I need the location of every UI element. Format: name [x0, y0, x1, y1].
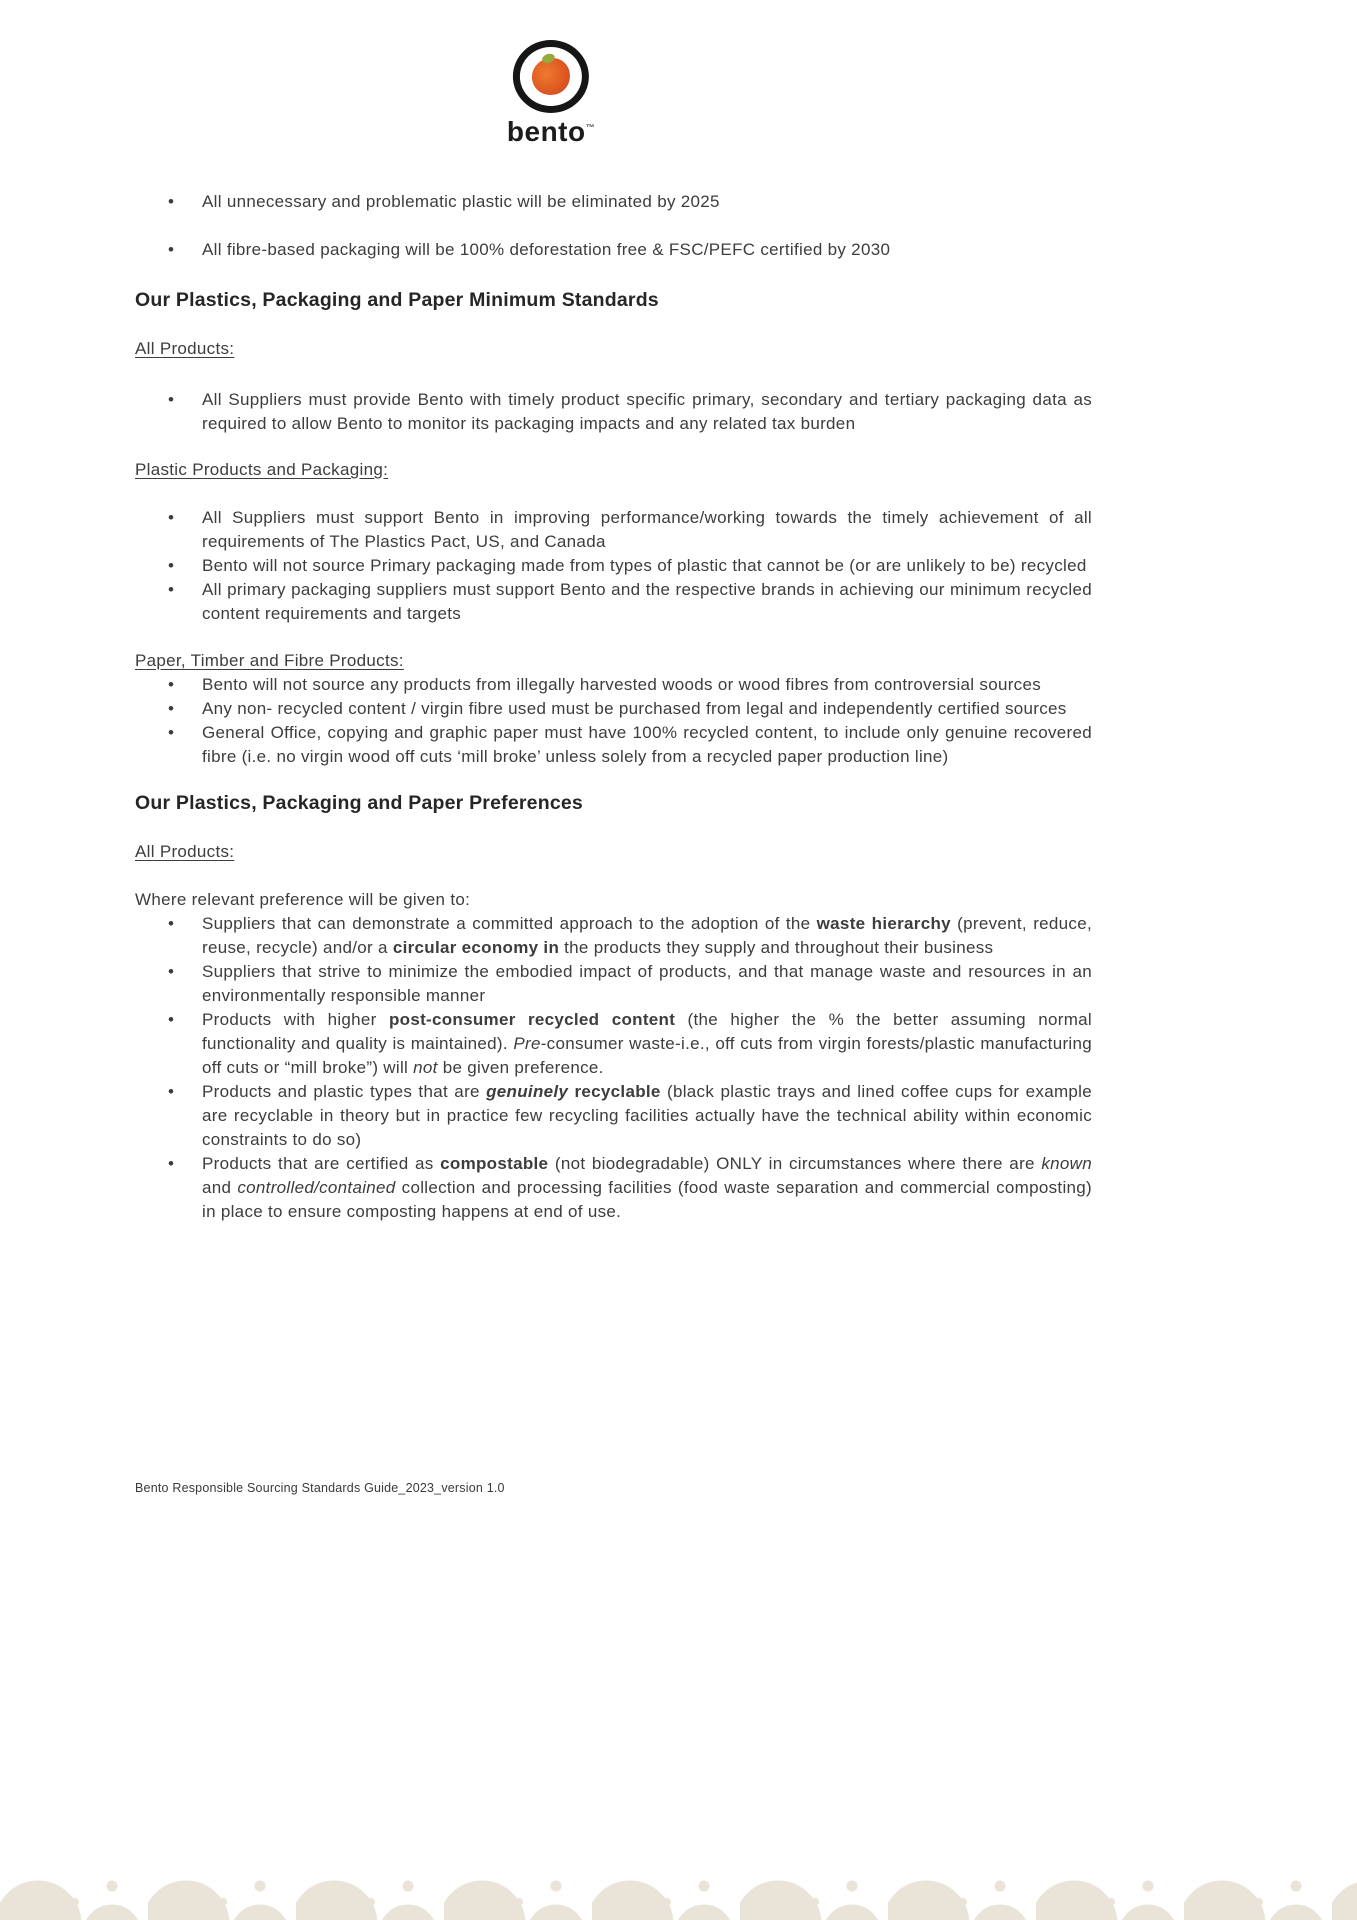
subheading-paper-timber-fibre: Paper, Timber and Fibre Products:	[135, 651, 404, 670]
bento-logo-icon	[513, 40, 589, 113]
bullet-item: • All unnecessary and problematic plastic will be eliminated by 2025	[168, 190, 1092, 214]
subheading-all-products: All Products:	[135, 339, 235, 358]
bullet-item: • All Suppliers must provide Bento with timely product specific primary, secondary and tertiary packaging data as required to allow Bento to monitor its packaging impacts and any related tax burden	[168, 388, 1092, 436]
bullet-item: • Suppliers that can demonstrate a committed approach to the adoption of the waste hierarchy (prevent, reduce, reuse, recycle) and/or a circular economy in the products they supply and throughout their business	[168, 912, 1092, 960]
bullet-item: • All Suppliers must support Bento in improving performance/working towards the timely achievement of all requirements of The Plastics Pact, US, and Canada	[168, 506, 1092, 554]
heading-minimum-standards: Our Plastics, Packaging and Paper Minimum Standards	[135, 289, 659, 311]
heading-preferences: Our Plastics, Packaging and Paper Preferences	[135, 792, 583, 814]
document-footer: Bento Responsible Sourcing Standards Guide_2023_version 1.0	[135, 1481, 505, 1495]
trademark-symbol: ™	[585, 122, 596, 133]
bento-wordmark-text: bento	[506, 116, 586, 147]
paper-bullet-list	[135, 673, 1092, 769]
bento-logo-blob	[532, 58, 570, 95]
bento-logo	[507, 40, 595, 148]
decorative-scallop-border	[0, 1842, 1357, 1920]
intro-bullet-list	[135, 190, 1092, 262]
bullet-item: • Products and plastic types that are genuinely recyclable (black plastic trays and lined coffee cups for example are recyclable in theory but in practice few recycling facilities actually have the technical ability within economic constraints to do so)	[168, 1080, 1092, 1152]
bullet-item: • All primary packaging suppliers must support Bento and the respective brands in achieving our minimum recycled content requirements and targets	[168, 578, 1092, 626]
subheading-plastic-products: Plastic Products and Packaging:	[135, 460, 389, 479]
bullet-item: • Bento will not source any products from illegally harvested woods or wood fibres from controversial sources	[168, 673, 1092, 697]
bullet-item: • Suppliers that strive to minimize the embodied impact of products, and that manage waste and resources in an environmentally responsible manner	[168, 960, 1092, 1008]
bullet-item: • Products with higher post-consumer recycled content (the higher the % the better assuming normal functionality and quality is maintained). Pre-consumer waste-i.e., off cuts from virgin forests/plastic manufacturing off cuts or “mill broke”) will not be given preference.	[168, 1008, 1092, 1080]
subheading-all-products-preferences: All Products:	[135, 842, 235, 861]
bento-wordmark	[507, 116, 595, 148]
document-body	[135, 190, 1092, 1224]
all-products-bullet-list	[135, 388, 1092, 436]
bullet-item: • Products that are certified as compostable (not biodegradable) ONLY in circumstances where there are known and controlled/contained collection and processing facilities (food waste separation and commercial composting) in place to ensure composting happens at end of use.	[168, 1152, 1092, 1224]
preferences-bullet-list	[135, 912, 1092, 1224]
plastic-bullet-list	[135, 506, 1092, 626]
bullet-item: • Bento will not source Primary packaging made from types of plastic that cannot be (or are unlikely to be) recycled	[168, 554, 1092, 578]
bullet-item: • General Office, copying and graphic paper must have 100% recycled content, to include only genuine recovered fibre (i.e. no virgin wood off cuts ‘mill broke’ unless solely from a recycled paper production line)	[168, 721, 1092, 769]
bullet-item: • Any non- recycled content / virgin fibre used must be purchased from legal and independently certified sources	[168, 697, 1092, 721]
bullet-item: • All fibre-based packaging will be 100% deforestation free & FSC/PEFC certified by 2030	[168, 238, 1092, 262]
preferences-intro-line: Where relevant preference will be given to:	[135, 890, 471, 909]
